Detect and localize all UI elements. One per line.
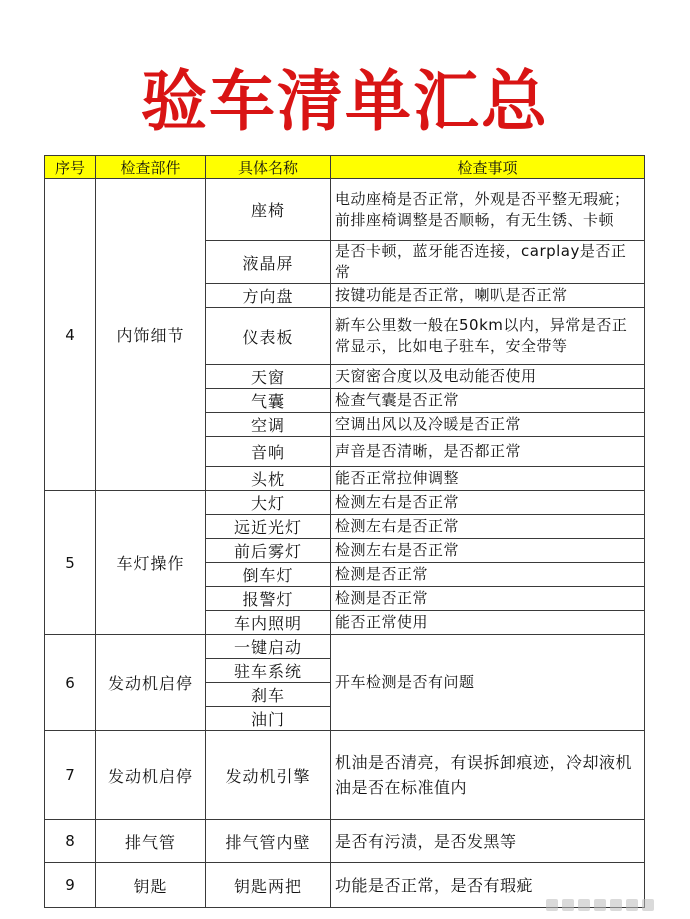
row-name: 驻车系统 xyxy=(206,659,331,683)
row-number: 7 xyxy=(45,731,96,820)
row-name: 报警灯 xyxy=(206,587,331,611)
row-item: 能否正常拉伸调整 xyxy=(331,467,645,491)
row-item: 按键功能是否正常，喇叭是否正常 xyxy=(331,284,645,308)
row-name: 倒车灯 xyxy=(206,563,331,587)
row-item: 检测左右是否正常 xyxy=(331,515,645,539)
row-item: 空调出风以及冷暖是否正常 xyxy=(331,413,645,437)
table-row xyxy=(45,635,645,659)
row-item: 新车公里数一般在50km以内，异常是否正常显示，比如电子驻车，安全带等 xyxy=(331,308,645,365)
table-row xyxy=(45,820,645,863)
row-item: 检测是否正常 xyxy=(331,587,645,611)
header-name: 具体名称 xyxy=(206,156,331,179)
table-row xyxy=(45,491,645,515)
row-name: 音响 xyxy=(206,437,331,467)
header-part: 检查部件 xyxy=(96,156,206,179)
row-item: 检测左右是否正常 xyxy=(331,491,645,515)
row-part: 车灯操作 xyxy=(96,491,206,635)
row-name: 前后雾灯 xyxy=(206,539,331,563)
row-part: 发动机启停 xyxy=(96,635,206,731)
header-number: 序号 xyxy=(45,156,96,179)
row-number: 4 xyxy=(45,179,96,491)
row-name: 方向盘 xyxy=(206,284,331,308)
header-item: 检查事项 xyxy=(331,156,645,179)
row-name: 液晶屏 xyxy=(206,241,331,284)
row-name: 发动机引擎 xyxy=(206,731,331,820)
row-part: 发动机启停 xyxy=(96,731,206,820)
row-item: 是否有污渍，是否发黑等 xyxy=(331,820,645,863)
row-item: 检测是否正常 xyxy=(331,563,645,587)
row-item: 天窗密合度以及电动能否使用 xyxy=(331,365,645,389)
row-item: 声音是否清晰，是否都正常 xyxy=(331,437,645,467)
row-name: 一键启动 xyxy=(206,635,331,659)
row-name: 仪表板 xyxy=(206,308,331,365)
row-item: 电动座椅是否正常，外观是否平整无瑕疵；前排座椅调整是否顺畅，有无生锈、卡顿 xyxy=(331,179,645,241)
row-item: 机油是否清亮，有误拆卸痕迹，冷却液机油是否在标准值内 xyxy=(331,731,645,820)
row-part: 钥匙 xyxy=(96,863,206,908)
row-item: 检测左右是否正常 xyxy=(331,539,645,563)
row-name: 气囊 xyxy=(206,389,331,413)
row-number: 5 xyxy=(45,491,96,635)
row-number: 8 xyxy=(45,820,96,863)
row-item: 检查气囊是否正常 xyxy=(331,389,645,413)
table-header-row xyxy=(45,156,645,179)
row-item: 功能是否正常，是否有瑕疵 xyxy=(331,863,645,908)
row-name: 天窗 xyxy=(206,365,331,389)
watermark-icon xyxy=(546,895,666,915)
row-part: 排气管 xyxy=(96,820,206,863)
row-item: 开车检测是否有问题 xyxy=(331,635,645,731)
row-item: 是否卡顿，蓝牙能否连接，carplay是否正常 xyxy=(331,241,645,284)
page-title: 验车清单汇总 xyxy=(141,63,549,140)
row-name: 车内照明 xyxy=(206,611,331,635)
row-name: 钥匙两把 xyxy=(206,863,331,908)
row-number: 6 xyxy=(45,635,96,731)
row-name: 油门 xyxy=(206,707,331,731)
row-item: 能否正常使用 xyxy=(331,611,645,635)
row-name: 刹车 xyxy=(206,683,331,707)
row-name: 头枕 xyxy=(206,467,331,491)
table-row xyxy=(45,179,645,241)
row-number: 9 xyxy=(45,863,96,908)
row-name: 大灯 xyxy=(206,491,331,515)
row-name: 远近光灯 xyxy=(206,515,331,539)
inspection-table xyxy=(44,155,645,908)
table-row xyxy=(45,731,645,820)
row-name: 座椅 xyxy=(206,179,331,241)
row-name: 排气管内壁 xyxy=(206,820,331,863)
row-name: 空调 xyxy=(206,413,331,437)
row-part: 内饰细节 xyxy=(96,179,206,491)
